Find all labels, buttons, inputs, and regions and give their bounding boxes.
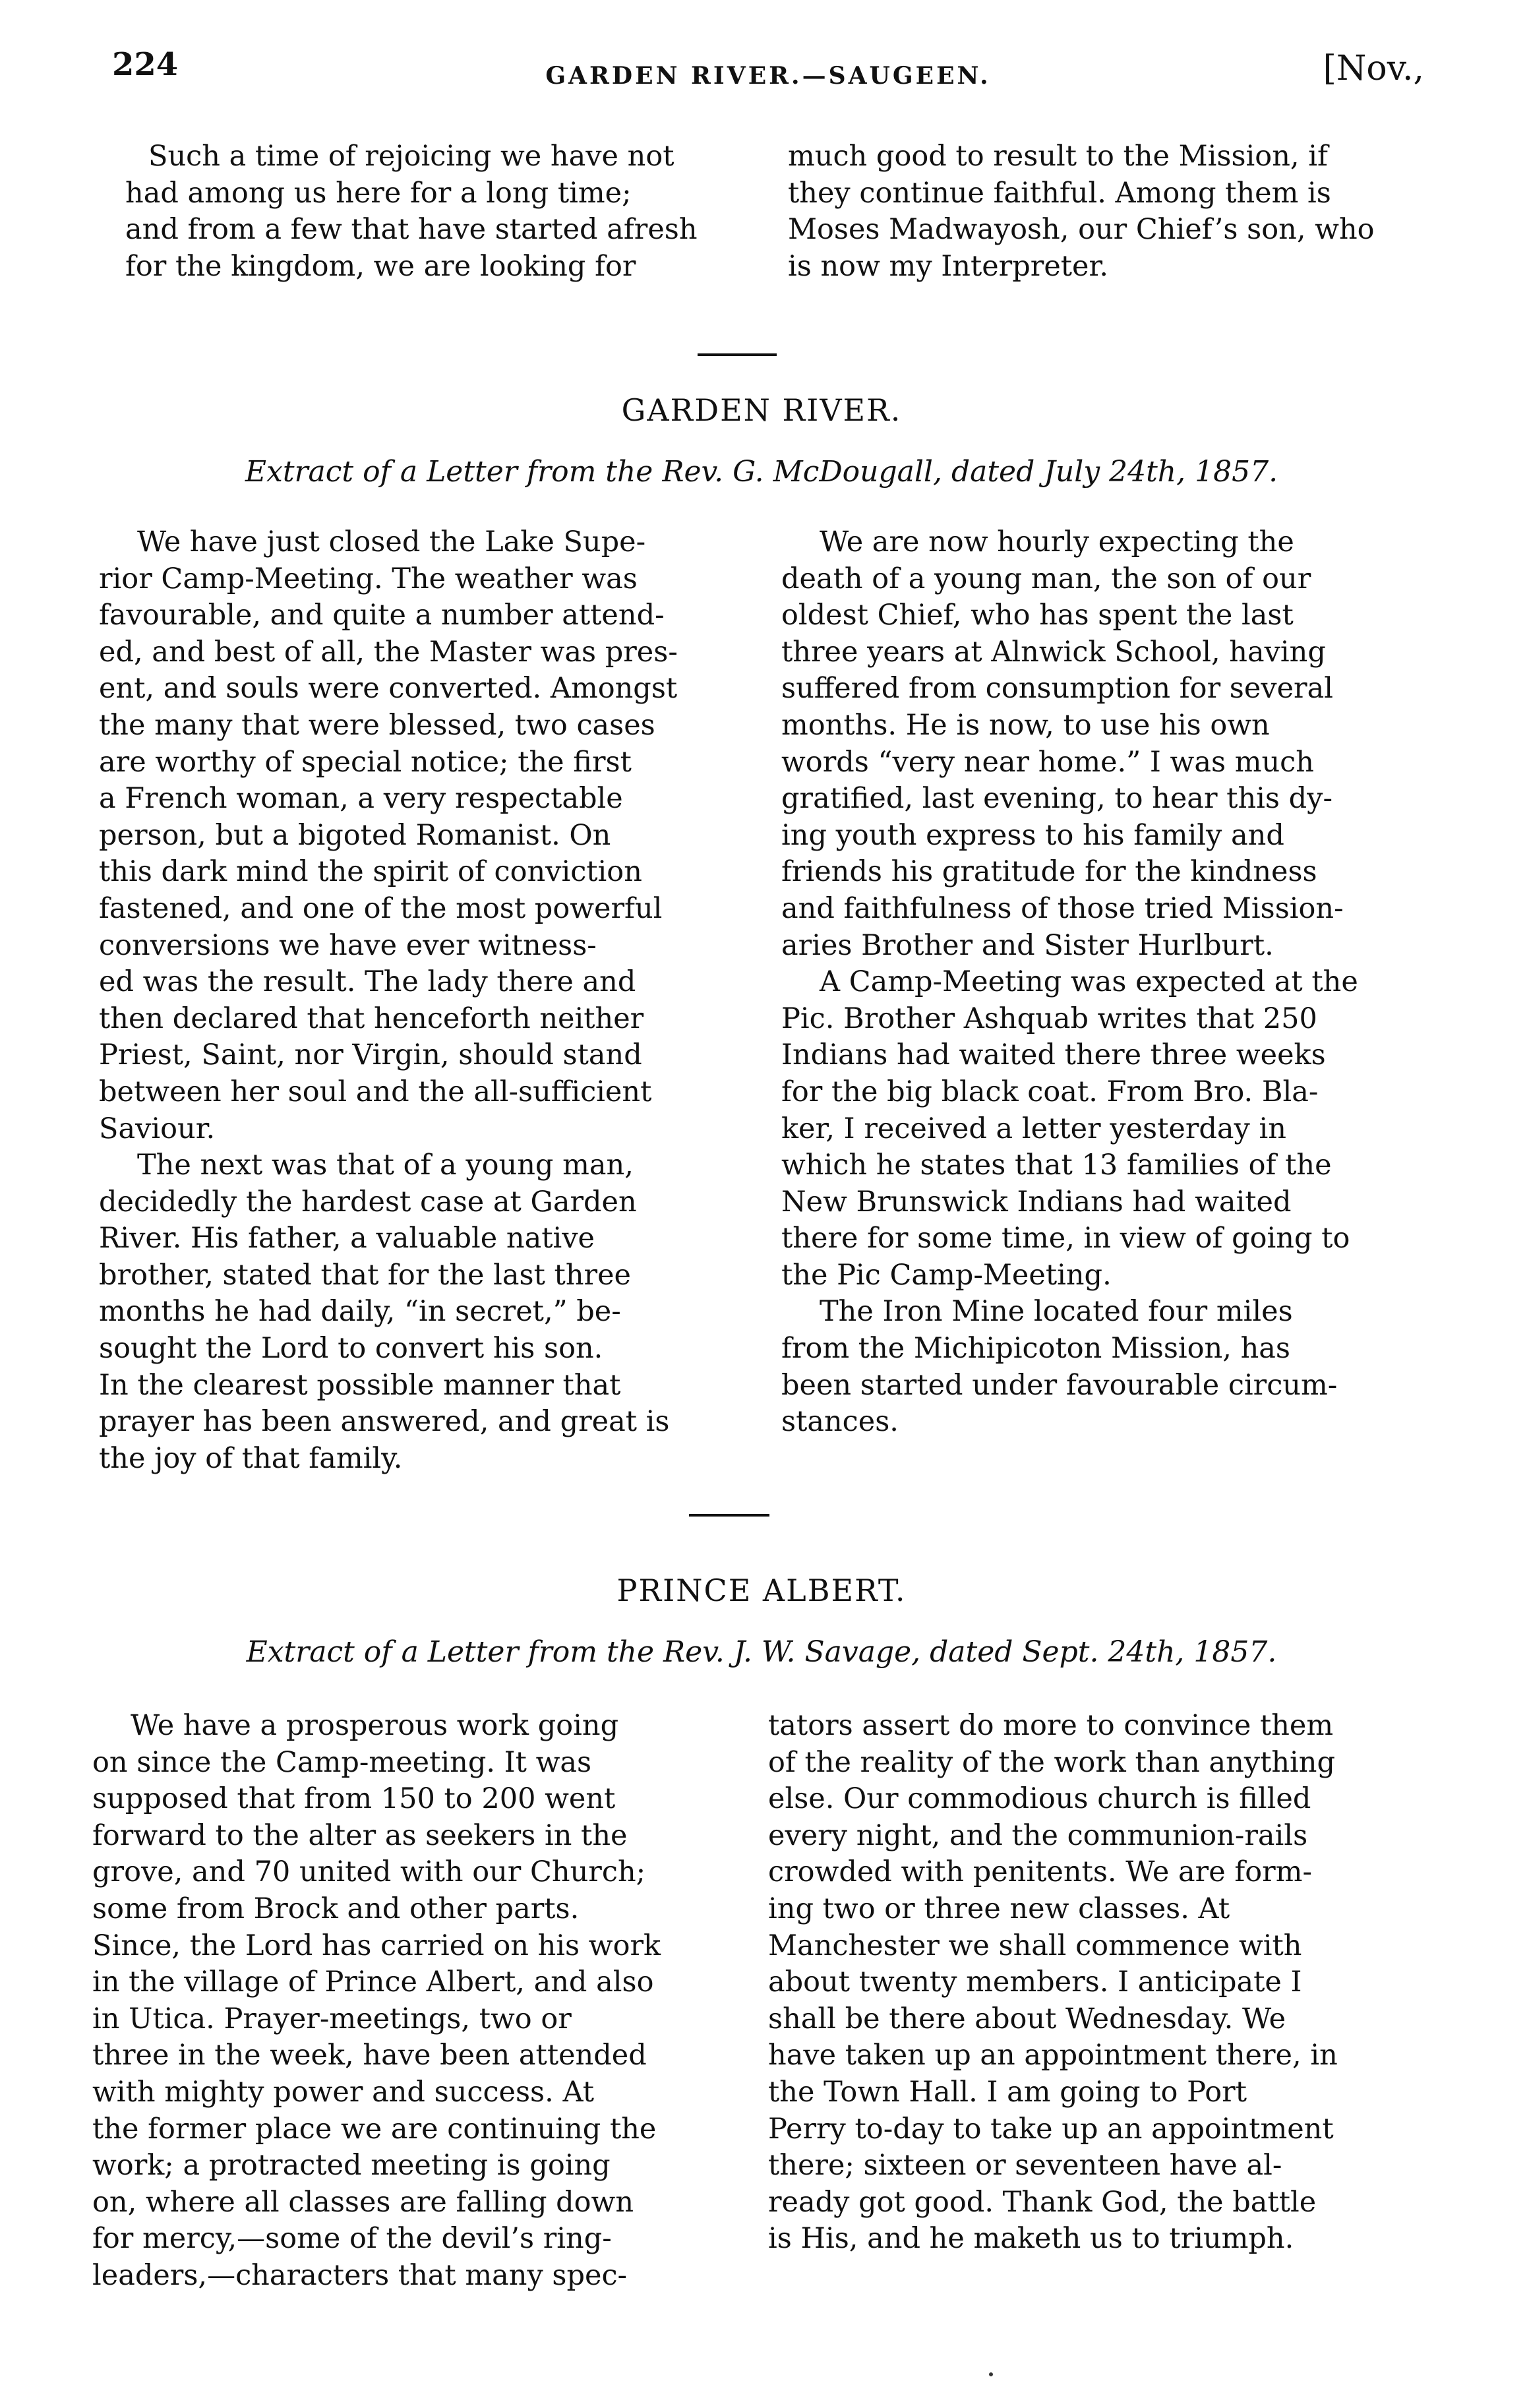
section-title-prince-albert: PRINCE ALBERT. <box>616 1573 907 1608</box>
section-subtitle-garden-river: Extract of a Letter from the Rev. G. McDougall, dated July 24th, 1857. <box>245 455 1278 489</box>
garden-river-right-paragraph-1: We are now hourly expecting the death of a young man, the son of our oldest Chief, who has spent the last three years at Alnwick School, having suffered from consumption for several months. He is now, to use his own words “very near home.” I was much gratified, last evening, to hear this dy- ing youth express to his family and friends his gratitude for the kindness and faithfulness of those tried Mission- aries Brother and Sister Hurlburt. <box>781 526 1344 962</box>
garden-river-left-paragraph-2: The next was that of a young man, decidedly the hardest case at Garden River. His father, a valuable native brother, stated that for the last three months he had daily, “in secret,” be- sought the Lord to convert his son. In the clearest possible manner that prayer has been answered, and great is the joy of that family. <box>99 1149 670 1475</box>
section-subtitle-prince-albert: Extract of a Letter from the Rev. J. W. Savage, dated Sept. 24th, 1857. <box>246 1635 1277 1669</box>
prince-albert-left-column <box>92 1708 715 2295</box>
intro-right-paragraph: much good to result to the Mission, if they continue faithful. Among them is Moses Madwayosh, our Chief’s son, who is now my Interpreter. <box>788 140 1375 283</box>
intro-right-column <box>788 138 1418 285</box>
intro-left-paragraph: Such a time of rejoicing we have not had among us here for a long time; and from a few that have started afresh for the kingdom, we are looking for <box>125 140 698 283</box>
garden-river-right-column <box>781 524 1418 1441</box>
running-date: [Nov., <box>1323 49 1424 88</box>
garden-river-left-column <box>99 524 735 1477</box>
prince-albert-right-column <box>768 1708 1408 2258</box>
running-title: GARDEN RIVER.—SAUGEEN. <box>545 62 991 90</box>
section-title-garden-river: GARDEN RIVER. <box>621 392 902 428</box>
section-divider <box>698 353 777 356</box>
garden-river-left-paragraph-1: We have just closed the Lake Supe- rior Camp-Meeting. The weather was favourable, and quite a number attend- ed, and best of all, the Master was pres- ent, and souls were converted. Amongst the many that were blessed, two cases are worthy of special notice; the first a French woman, a very respectable person, but a bigoted Romanist. On this dark mind the spirit of conviction fastened, and one of the most powerful conversions we have ever witness- ed was the result. The lady there and then declared that henceforth neither Priest, Saint, nor Virgin, should stand between her soul and the all-sufficient Saviour. <box>99 526 678 1145</box>
garden-river-right-paragraph-2: A Camp-Meeting was expected at the Pic. Brother Ashquab writes that 250 Indians had waited there three weeks for the big black coat. From Bro. Bla- ker, I received a letter yesterday in which he states that 13 families of the New Brunswick Indians had waited there for some time, in view of going to the Pic Camp-Meeting. <box>781 965 1358 1292</box>
prince-albert-right-paragraph-1: tators assert do more to convince them of the reality of the work than anything else. Our commodious church is filled every night, and the communion-rails crowded with penitents. We are form- ing two or three new classes. At Manchester we shall commence with about twenty members. I anticipate I shall be there about Wednesday. We have taken up an appointment there, in the Town Hall. I am going to Port Perry to-day to take up an appointment there; sixteen or seventeen have al- ready got good. Thank God, the battle is His, and he maketh us to triumph. <box>768 1709 1338 2256</box>
prince-albert-left-paragraph-1: We have a prosperous work going on since the Camp-meeting. It was supposed that from 150 to 200 went forward to the alter as seekers in the grove, and 70 united with our Church; some from Brock and other parts. Since, the Lord has carried on his work in the village of Prince Albert, and also in Utica. Prayer-meetings, two or three in the week, have been attended with mighty power and success. At the former place we are continuing the work; a protracted meeting is going on, where all classes are falling down for mercy,—some of the devil’s ring- leaders,—characters that many spec- <box>92 1709 661 2292</box>
print-mark <box>989 2372 993 2376</box>
intro-left-column <box>125 138 738 285</box>
running-head <box>112 33 1424 99</box>
section-divider <box>689 1514 769 1517</box>
garden-river-right-paragraph-3: The Iron Mine located four miles from the Michipicoton Mission, has been started under favourable circum- stances. <box>781 1295 1338 1439</box>
page-number: 224 <box>112 46 179 83</box>
